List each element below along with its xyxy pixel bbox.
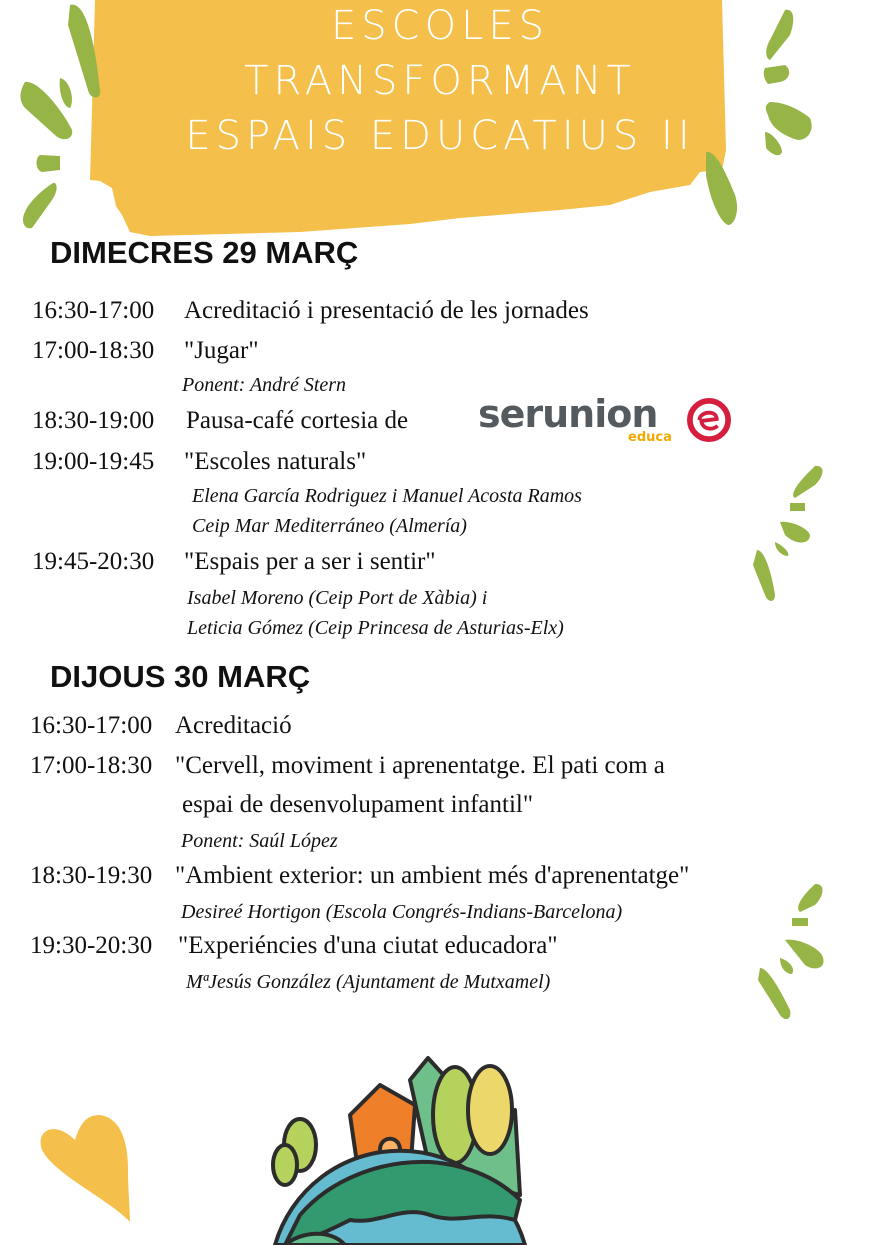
- row-title: Acreditació: [175, 712, 292, 739]
- row-time: 16:30-17:00: [30, 712, 153, 739]
- row-time: 18:30-19:00: [32, 407, 155, 434]
- banner-title-line-1: ESCOLES: [330, 3, 550, 49]
- heart-shape: [41, 1115, 130, 1222]
- row-detail: MªJesús González (Ajuntament de Mutxamel): [186, 971, 551, 993]
- row-title-continued: espai de desenvolupament infantil": [182, 791, 534, 818]
- sponsor-sub: educa: [628, 430, 672, 445]
- row-detail: Ceip Mar Mediterráneo (Almería): [192, 515, 467, 537]
- sponsor-logo: [478, 392, 733, 445]
- schedule-row: [32, 407, 408, 435]
- schedule-row: [32, 337, 259, 365]
- schedule-row: [30, 932, 558, 960]
- row-time: 19:00-19:45: [32, 448, 155, 475]
- row-detail: Leticia Gómez (Ceip Princesa de Asturias-Elx): [187, 617, 564, 639]
- row-title: Pausa-café cortesia de: [186, 407, 409, 434]
- row-time: 16:30-17:00: [32, 297, 155, 324]
- schedule-row: [32, 448, 366, 476]
- day1-heading: DIMECRES 29 MARÇ: [50, 235, 359, 270]
- row-time: 18:30-19:30: [30, 862, 153, 889]
- sponsor-mark-icon: [686, 398, 732, 442]
- row-detail: Ponent: Saúl López: [181, 830, 338, 852]
- day2-heading: DIJOUS 30 MARÇ: [50, 659, 311, 694]
- row-detail: Ponent: André Stern: [182, 374, 347, 396]
- row-title: "Escoles naturals": [184, 448, 367, 475]
- row-title: "Cervell, moviment i aprenentatge. El pati com a: [175, 752, 665, 779]
- row-title: "Experiéncies d'una ciutat educadora": [178, 932, 558, 959]
- row-time: 17:00-18:30: [32, 337, 155, 364]
- row-detail: Desireé Hortigon (Escola Congrés-Indians-Barcelona): [181, 901, 623, 923]
- row-title: "Jugar": [184, 337, 259, 364]
- row-time: 19:30-20:30: [30, 932, 153, 959]
- row-detail: Elena García Rodriguez i Manuel Acosta Ramos: [192, 485, 582, 507]
- globe-illustration: [273, 1058, 525, 1245]
- schedule-row: [30, 752, 665, 780]
- schedule-row: [32, 548, 436, 576]
- schedule-row: [30, 862, 689, 890]
- row-time: 17:00-18:30: [30, 752, 153, 779]
- schedule-row: [32, 297, 589, 325]
- banner-title-line-3: ESPAIS EDUCATIUS II: [185, 113, 695, 159]
- row-title: "Espais per a ser i sentir": [184, 548, 436, 575]
- sponsor-name: serunion: [478, 392, 658, 436]
- row-title: Acreditació i presentació de les jornades: [184, 297, 589, 324]
- row-title: "Ambient exterior: un ambient més d'aprenentatge": [175, 862, 690, 889]
- row-detail: Isabel Moreno (Ceip Port de Xàbia) i: [187, 587, 488, 609]
- row-time: 19:45-20:30: [32, 548, 155, 575]
- banner-title-line-2: TRANSFORMANT: [244, 58, 636, 104]
- schedule-row: [30, 712, 292, 740]
